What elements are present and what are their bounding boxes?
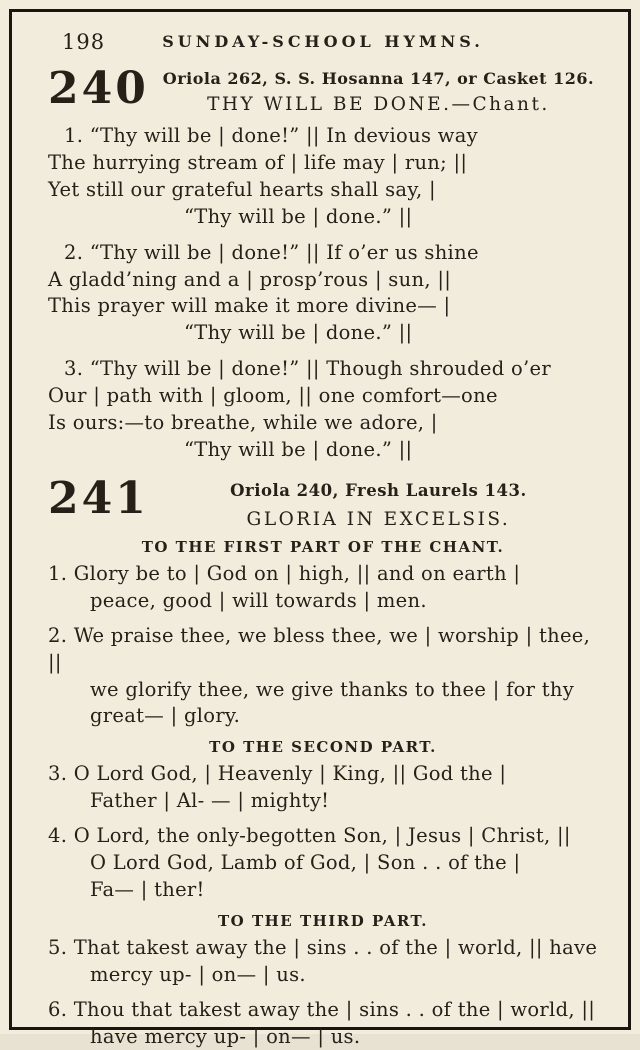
stanza-line: 2. We praise thee, we bless thee, we | worship | thee, || bbox=[48, 623, 591, 674]
stanza-line: 3. O Lord God, | Heavenly | King, || God the | bbox=[48, 762, 507, 786]
hymn-241-header bbox=[48, 472, 598, 530]
page-border-frame bbox=[9, 9, 631, 1048]
hymn-241-head-text bbox=[159, 478, 598, 530]
verse-line: This prayer will make it more divine— | bbox=[48, 294, 451, 318]
verse-line: Is ours:—to breathe, while we adore, | bbox=[48, 411, 438, 435]
stanza-line: mercy up- | on— | us. bbox=[90, 962, 306, 986]
section-heading-second-part: TO THE SECOND PART. bbox=[209, 738, 437, 757]
stanza-line: Father | Al- — | mighty! bbox=[90, 789, 330, 813]
page-number: 198 bbox=[62, 30, 106, 54]
stanza-line: Fa— | ther! bbox=[90, 877, 205, 901]
verse-line: Yet still our grateful hearts shall say, | bbox=[48, 177, 436, 201]
hymn-241-stanza-1 bbox=[48, 561, 598, 615]
hymn-240-verse-1 bbox=[48, 123, 598, 231]
verse-line: 2. “Thy will be | done!” || If o’er us shine bbox=[64, 240, 479, 264]
hymn-241-stanza-2 bbox=[48, 623, 598, 731]
hymn-241-title: GLORIA IN EXCELSIS. bbox=[246, 508, 511, 530]
hymn-241-stanza-3 bbox=[48, 761, 598, 815]
refrain-line: “Thy will be | done.” || bbox=[184, 437, 413, 461]
verse-line: A gladd’ning and a | prosp’rous | sun, || bbox=[48, 267, 452, 291]
refrain-line: “Thy will be | done.” || bbox=[184, 321, 413, 345]
verse-line: 3. “Thy will be | done!” || Though shrouded o’er bbox=[64, 357, 551, 381]
verse-line: The hurrying stream of | life may | run; || bbox=[48, 150, 468, 174]
stanza-line: peace, good | will towards | men. bbox=[90, 588, 427, 612]
hymn-241-number: 241 bbox=[48, 472, 149, 524]
hymn-240-head-text bbox=[159, 68, 598, 115]
stanza-line: 6. Thou that takest away the | sins . . of the | world, || bbox=[48, 997, 596, 1021]
hymn-240-verse-3 bbox=[48, 356, 598, 464]
refrain-line: “Thy will be | done.” || bbox=[184, 204, 413, 228]
hymn-240-tune-reference: Oriola 262, S. S. Hosanna 147, or Casket 126. bbox=[162, 69, 595, 88]
hymn-240-title: THY WILL BE DONE.—Chant. bbox=[207, 94, 550, 115]
stanza-line: have mercy up- | on— | us. bbox=[90, 1024, 361, 1048]
running-title: SUNDAY-SCHOOL HYMNS. bbox=[162, 32, 484, 51]
verse-line: 1. “Thy will be | done!” || In devious way bbox=[64, 124, 478, 147]
stanza-line: 1. Glory be to | God on | high, || and on earth | bbox=[48, 561, 521, 585]
stanza-line: 4. O Lord, the only-begotten Son, | Jesus | Christ, || bbox=[48, 824, 571, 848]
stanza-line: O Lord God, Lamb of God, | Son . . of the | bbox=[90, 851, 521, 875]
running-head bbox=[48, 28, 598, 54]
verse-line: Our | path with | gloom, || one comfort—one bbox=[48, 384, 498, 408]
hymn-240-number: 240 bbox=[48, 63, 149, 114]
hymn-240-verse-2 bbox=[48, 240, 598, 348]
stanza-line: 5. That takest away the | sins . . of the | world, || have bbox=[48, 935, 598, 959]
hymn-241-stanza-6 bbox=[48, 997, 598, 1050]
hymn-240-header bbox=[48, 63, 598, 115]
section-heading-third-part: TO THE THIRD PART. bbox=[218, 911, 428, 930]
section-heading-first-part: TO THE FIRST PART OF THE CHANT. bbox=[141, 537, 505, 556]
stanza-line: we glorify thee, we give thanks to thee | for thy bbox=[90, 677, 575, 701]
hymn-241-stanza-5 bbox=[48, 935, 598, 989]
hymn-241-stanza-4 bbox=[48, 823, 598, 904]
hymn-241-tune-reference: Oriola 240, Fresh Laurels 143. bbox=[230, 480, 527, 500]
stanza-line: great— | glory. bbox=[90, 704, 241, 728]
